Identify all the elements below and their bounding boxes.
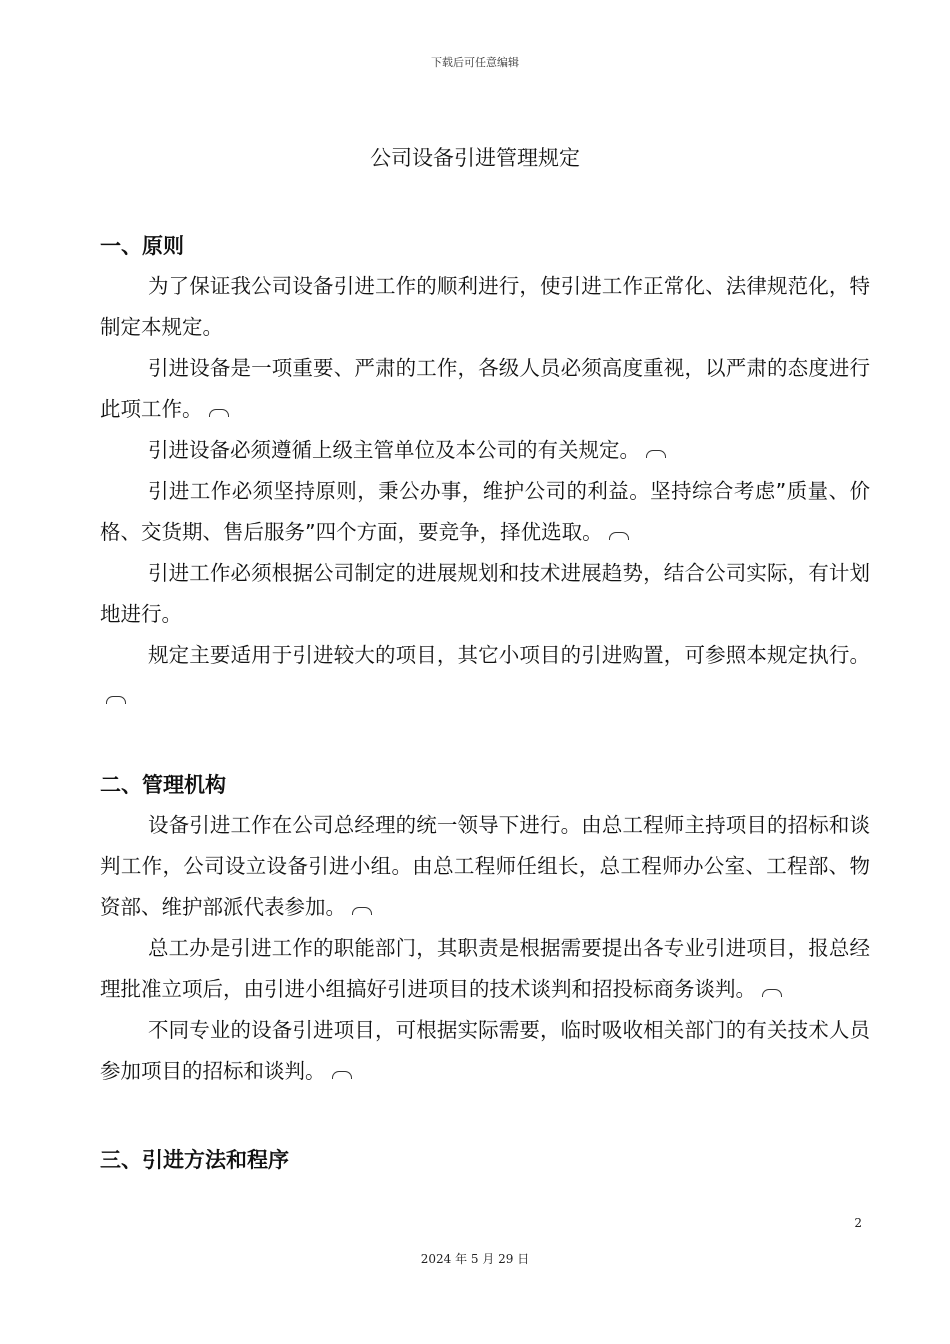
paragraph-mark-icon: [106, 696, 126, 704]
paragraph: 引进设备必须遵循上级主管单位及本公司的有关规定。: [100, 430, 870, 471]
paragraph-mark-icon: [209, 409, 229, 417]
paragraph: 引进工作必须坚持原则，秉公办事，维护公司的利益。坚持综合考虑”质量、价格、交货期、售后服务”四个方面，要竞争，择优选取。: [100, 479, 870, 544]
document-title: 公司设备引进管理规定: [370, 146, 580, 170]
paragraph-mark-icon: [332, 1071, 352, 1079]
document-body: [100, 226, 870, 1180]
paragraph-mark-icon: [609, 532, 629, 540]
paragraph: 总工办是引进工作的职能部门，其职责是根据需要提出各专业引进项目，报总经理批准立项后，由引进小组搞好引进项目的技术谈判和招投标商务谈判。: [100, 936, 870, 1001]
paragraph: 设备引进工作在公司总经理的统一领导下进行。由总工程师主持项目的招标和谈判工作，公司设立设备引进小组。由总工程师任组长，总工程师办公室、工程部、物资部、维护部派代表参加。: [100, 813, 870, 919]
page-footer-date: 2024 年 5 月 29 日: [420, 1252, 530, 1266]
section-spacer: [100, 717, 870, 765]
paragraph: 不同专业的设备引进项目，可根据实际需要，临时吸收相关部门的有关技术人员参加项目的招标和谈判。: [100, 1018, 870, 1083]
paragraph: 为了保证我公司设备引进工作的顺利进行，使引进工作正常化、法律规范化，特制定本规定。: [100, 274, 870, 339]
section-heading: 三、引进方法和程序: [100, 1148, 289, 1172]
paragraph-mark-icon: [352, 907, 372, 915]
page-number: 2: [854, 1216, 862, 1230]
section-heading: 一、原则: [100, 234, 184, 258]
paragraph: 引进工作必须根据公司制定的进展规划和技术进展趋势，结合公司实际，有计划地进行。: [100, 561, 870, 626]
paragraph-mark-icon: [762, 989, 782, 997]
paragraph: 引进设备是一项重要、严肃的工作，各级人员必须高度重视，以严肃的态度进行此项工作。: [100, 356, 870, 421]
paragraph: 规定主要适用于引进较大的项目，其它小项目的引进购置，可参照本规定执行。: [100, 635, 870, 717]
page-header: 下载后可任意编辑: [431, 56, 519, 69]
section-spacer: [100, 1092, 870, 1140]
paragraph-mark-icon: [646, 450, 666, 458]
section-heading: 二、管理机构: [100, 773, 226, 797]
